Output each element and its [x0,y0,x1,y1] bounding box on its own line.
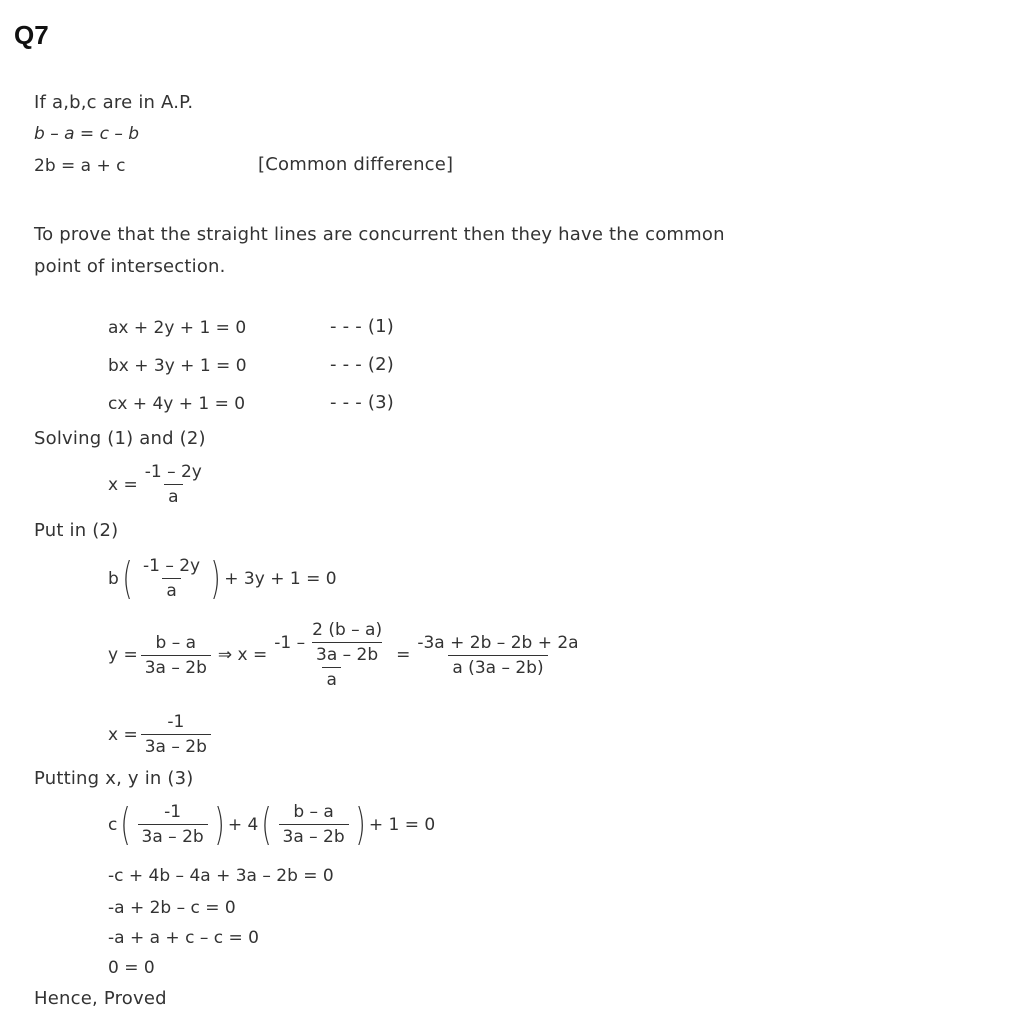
y-fraction [141,633,211,678]
put-in-text: Put in (2) [34,520,119,541]
equation-2: bx + 3y + 1 = 0 [108,356,247,376]
sub-coefficient: b [108,568,119,589]
result-fraction [413,633,582,678]
result-denominator: a (3a – 2b) [448,655,547,678]
x-denominator: a [164,484,182,507]
x-final-denominator: 3a – 2b [141,734,211,757]
y-numerator: b – a [155,632,197,653]
x-expression [108,462,209,507]
x-numerator: -1 – 2y [144,462,202,482]
inner-numerator: 2 (b – a) [312,620,383,640]
equation-2-label: - - - (2) [330,354,394,375]
solving-text: Solving (1) and (2) [34,428,206,449]
sub-fraction [139,556,204,601]
sub3-c: c [108,814,118,835]
sub3-num-1: -1 [164,802,182,822]
intro-line-1: To prove that the straight lines are concurrent then they have the common [34,224,725,245]
sub3-fraction-1 [138,802,208,847]
step-3: -a + a + c – c = 0 [108,928,259,948]
compound-denominator: a [322,667,340,690]
y-solution-line [108,620,586,690]
sub-numerator: -1 – 2y [142,556,201,576]
compound-num-prefix: -1 – [274,632,306,653]
sub3-fraction-2 [279,802,349,847]
sub3-den-1: 3a – 2b [138,824,208,847]
substitution-3: c ( $\frac{-1}{3a - 2b}$ ) + 4 ( $\frac{b - a}{3a - 2b}$ ) + 1 = 0 [108,798,436,850]
x-final [108,712,214,757]
x-final-fraction [141,712,211,757]
given-line-3: 2b = a + c [34,156,126,176]
y-lhs: y = [108,645,138,665]
y-denominator: 3a – 2b [141,655,211,678]
sub3-den-2: 3a – 2b [279,824,349,847]
sub3-num-2: b – a [293,802,334,822]
given-line-2: b – a = c – b [34,124,140,144]
x-fraction [141,462,206,507]
implies-x: ⇒ x = [217,645,268,665]
sub3-plus-4: + 4 [227,814,259,835]
result-numerator: -3a + 2b – 2b + 2a [417,632,579,653]
given-line-1: If a,b,c are in A.P. [34,92,194,113]
x-lhs: x = [108,474,138,495]
equation-3-label: - - - (3) [330,392,394,413]
question-number: Q7 [14,20,49,50]
inner-fraction [308,620,386,665]
x-final-lhs: x = [108,724,138,745]
equation-1: ax + 2y + 1 = 0 [108,318,247,338]
x-final-numerator: -1 [167,712,185,732]
compound-fraction [270,620,393,690]
given-note: [Common difference] [258,154,454,175]
step-1: -c + 4b – 4a + 3a – 2b = 0 [108,866,334,886]
sub-rest: + 3y + 1 = 0 [224,568,337,589]
putting-text: Putting x, y in (3) [34,768,194,789]
step-2: -a + 2b – c = 0 [108,898,236,918]
conclusion: Hence, Proved [34,988,167,1009]
step-4: 0 = 0 [108,958,155,978]
sub3-rest: + 1 = 0 [368,814,436,835]
compound-numerator [270,620,393,667]
equation-1-label: - - - (1) [330,316,394,337]
sub-denominator: a [162,578,180,601]
substituted-equation: b ( $\frac{-1 - 2y}{a}$ ) + 3y + 1 = 0 [108,552,337,604]
equation-3: cx + 4y + 1 = 0 [108,394,246,414]
inner-denominator: 3a – 2b [312,642,382,665]
intro-line-2: point of intersection. [34,256,226,277]
equals-sign: = [396,645,411,665]
